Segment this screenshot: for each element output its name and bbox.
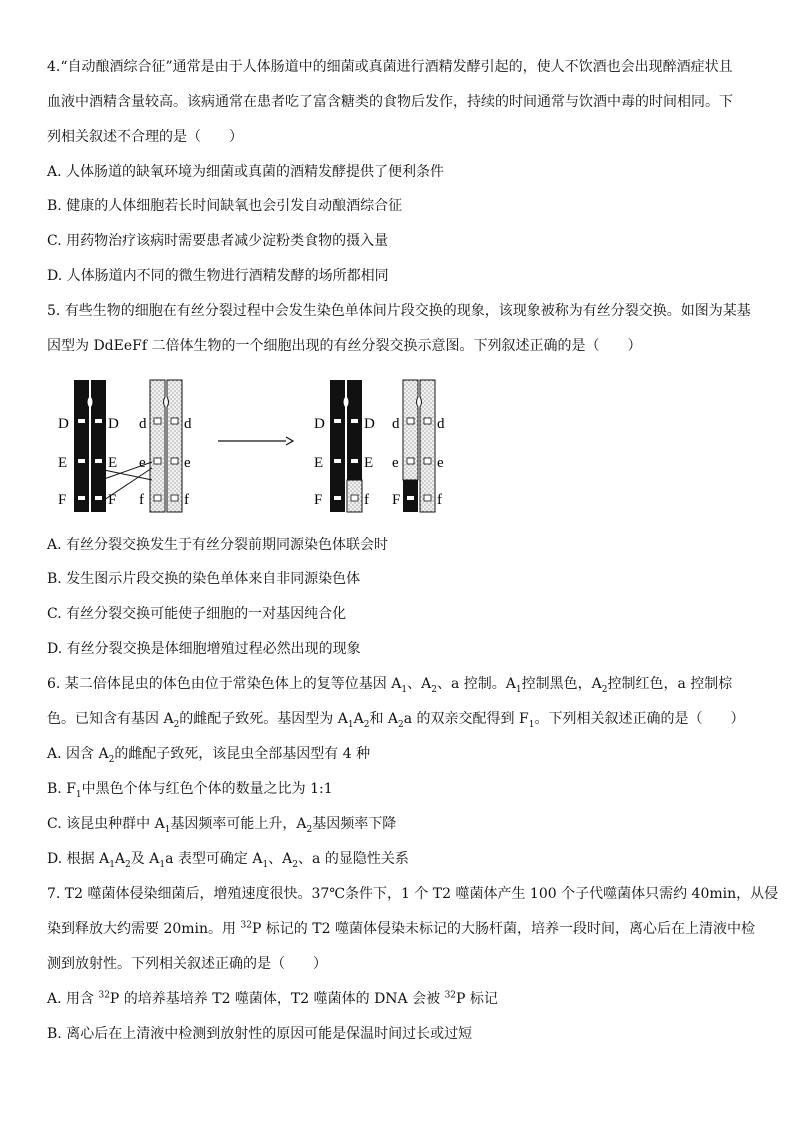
dark-chromosome-before — [74, 380, 106, 512]
q6-stem-line1: 6. 某二倍体昆虫的体色由位于常染色体上的复等位基因 $A_1$、$A_2$、a 控制。$A_1$控制黑色，$A_2$控制红色，a 控制棕 — [47, 676, 733, 695]
q5-option-d: D. 有丝分裂交换是体细胞增殖过程必然出现的现象 — [47, 641, 361, 657]
gene-label: F — [108, 492, 117, 508]
dotted-chromosome-after — [403, 380, 435, 512]
gene-label: e — [437, 455, 444, 471]
gene-label: f — [437, 492, 442, 508]
q4-stem-line3: 列相关叙述不合理的是（ ） — [47, 129, 243, 145]
q4-option-b: B. 健康的人体细胞若长时间缺氧也会引发自动酿酒综合征 — [47, 198, 403, 214]
dotted-chromosome-before — [150, 380, 182, 512]
q6-option-a: A. 因含 $A_2$的雌配子致死，该昆虫全部基因型有 4 种 — [47, 746, 371, 765]
q4-stem-line1: 4.“自动酿酒综合征”通常是由于人体肠道中的细菌或真菌进行酒精发酵引起的，使人不饮酒也会出现醉酒症状且 — [47, 59, 733, 75]
gene-label: f — [184, 492, 189, 508]
q7-stem-line1: 7. T2 噬菌体侵染细菌后，增殖速度很快。37℃条件下，1 个 T2 噬菌体产生 100 个子代噬菌体只需约 40min，从侵 — [47, 886, 779, 902]
q4-option-c: C. 用药物治疗该病时需要患者减少淀粉类食物的摄入量 — [47, 233, 389, 249]
gene-label: E — [108, 455, 118, 471]
q4-option-d: D. 人体肠道内不同的微生物进行酒精发酵的场所都相同 — [47, 268, 389, 284]
q5-stem-line2: 因型为 DdEeFf 二倍体生物的一个细胞出现的有丝分裂交换示意图。下列叙述正确的是（ ） — [47, 338, 642, 354]
gene-label: f — [139, 492, 144, 508]
q7-option-a: A. 用含 $^{32}$P 的培养基培养 T2 噬菌体，T2 噬菌体的 DNA 会被 $^{32}$P 标记 — [47, 990, 498, 1007]
gene-label: E — [364, 455, 374, 471]
q4-stem-line2: 血液中酒精含量较高。该病通常在患者吃了富含糖类的食物后发作，持续的时间通常与饮酒中毒的时间相同。下 — [47, 94, 733, 110]
q5-option-c: C. 有丝分裂交换可能使子细胞的一对基因纯合化 — [47, 606, 347, 622]
gene-label: d — [184, 416, 192, 432]
q7-stem-line2: 染到释放大约需要 20min。用 $^{32}$P 标记的 T2 噬菌体侵染未标记的大肠杆菌，培养一段时间，离心后在上清液中检 — [47, 920, 755, 937]
gene-label: d — [139, 416, 147, 432]
gene-label: e — [184, 455, 191, 471]
gene-label: D — [108, 416, 119, 432]
gene-label: F — [392, 492, 401, 508]
dark-chromosome-after — [330, 380, 362, 512]
q5-option-b: B. 发生图示片段交换的染色单体来自非同源染色体 — [47, 571, 361, 587]
q6-option-d: D. 根据 $A_1A_2$及 $A_1a$ 表型可确定 $A_1$、$A_2$、a 的显隐性关系 — [47, 851, 409, 870]
gene-label: D — [58, 416, 69, 432]
arrow-icon — [218, 437, 293, 445]
gene-label: e — [139, 455, 146, 471]
gene-label: e — [392, 455, 399, 471]
q7-option-b: B. 离心后在上清液中检测到放射性的原因可能是保温时间过长或过短 — [47, 1026, 473, 1042]
q6-option-b: B. $F_1$中黑色个体与红色个体的数量之比为 1:1 — [47, 781, 333, 800]
gene-label: E — [58, 455, 68, 471]
gene-label: F — [58, 492, 67, 508]
q5-stem-line1: 5. 有些生物的细胞在有丝分裂过程中会发生染色单体间片段交换的现象，该现象被称为有丝分裂交换。如图为某基 — [47, 303, 751, 319]
q6-option-c: C. 该昆虫种群中 $A_1$基因频率可能上升，$A_2$基因频率下降 — [47, 816, 397, 835]
q6-stem-line2: 色。已知含有基因 $A_2$的雌配子致死。基因型为 $A_1A_2$和 $A_2a$ 的双亲交配得到 $F_1$。下列相关叙述正确的是（ ） — [47, 711, 745, 730]
gene-label: d — [437, 416, 445, 432]
gene-label: f — [364, 492, 369, 508]
crossover-line-3 — [104, 470, 152, 480]
q5-option-a: A. 有丝分裂交换发生于有丝分裂前期同源染色体联会时 — [47, 537, 389, 553]
q7-stem-line3: 测到放射性。下列相关叙述正确的是（ ） — [47, 956, 327, 972]
gene-label: D — [314, 416, 325, 432]
gene-label: D — [364, 416, 375, 432]
gene-label: E — [314, 455, 324, 471]
gene-label: d — [392, 416, 400, 432]
gene-label: F — [314, 492, 323, 508]
q4-option-a: A. 人体肠道的缺氧环境为细菌或真菌的酒精发酵提供了便利条件 — [47, 164, 445, 180]
